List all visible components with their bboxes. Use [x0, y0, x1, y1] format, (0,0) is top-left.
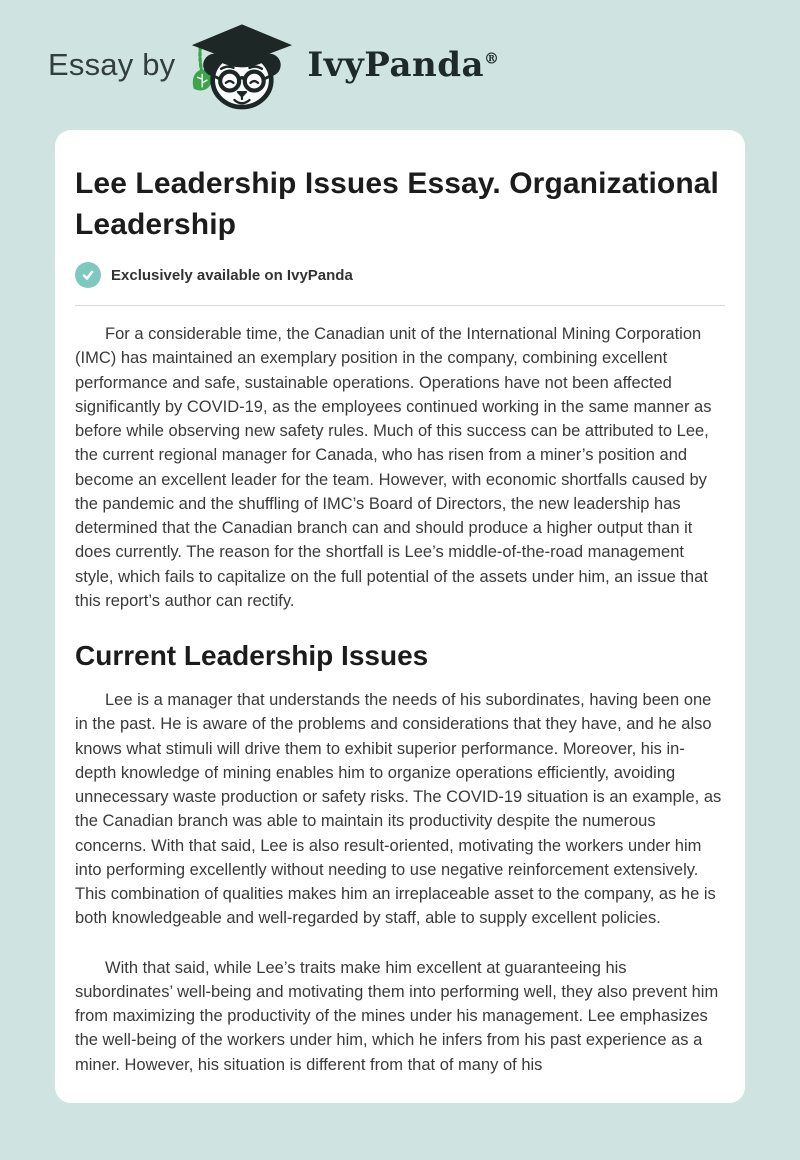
site-header — [0, 0, 800, 130]
section-paragraph-2: With that said, while Lee’s traits make him excellent at guaranteeing his subordinates’ well-being and motivating them into performing well, they also prevent him from maximizing the productivity of the mines under his management. Lee emphasizes the well-being of the workers under him, which he infers from his past experience as a miner. However, his situation is different from that of many of his — [75, 958, 719, 1074]
divider — [75, 305, 725, 306]
exclusivity-badge — [75, 262, 725, 288]
exclusivity-badge-label: Exclusively available on IvyPanda — [111, 266, 353, 284]
essay-card — [55, 130, 745, 1103]
essay-body — [75, 322, 725, 1077]
panda-graduate-icon-svg — [189, 20, 293, 110]
brand-wordmark — [307, 45, 499, 85]
brand-name: IvyPanda — [307, 45, 484, 85]
essay-by-label: Essay by — [48, 47, 176, 82]
section-paragraph-1: Lee is a manager that understands the needs of his subordinates, having been one in the past. He is aware of the problems and considerations that they have, and he also knows what stimuli will drive them to exhibit superior performance. Moreover, his in-depth knowledge of mining enables him to organize operations efficiently, avoiding unnecessary waste production or safety risks. The COVID-19 situation is an example, as the Canadian branch was able to maintain its productivity despite the numerous concerns. With that said, Lee is also result-oriented, motivating the workers under him into performing excellently without needing to use negative reinforcement extensively. This combination of qualities makes him an irreplaceable asset to the company, as he is both knowledgeable and well-regarded by staff, able to supply excellent policies. — [75, 691, 722, 928]
panda-graduate-icon — [189, 20, 293, 110]
section-heading: Current Leadership Issues — [75, 640, 429, 671]
registered-trademark: ® — [484, 49, 500, 68]
check-icon — [75, 262, 101, 288]
essay-title: Lee Leadership Issues Essay. Organizational Leadership — [75, 167, 719, 241]
intro-paragraph: For a considerable time, the Canadian unit of the International Mining Corporation (IMC) has maintained an exemplary position in the company, combining excellent performance and safe, sustainable operations. Operations have not been affected significantly by COVID-19, as the employees continued working in the same manner as before while observing new safety rules. Much of this success can be attributed to Lee, the current regional manager for Canada, who has risen from a miner’s position and become an excellent leader for the team. However, with economic shortfalls caused by the pandemic and the shuffling of IMC’s Board of Directors, the new leadership has determined that the Canadian branch can and should produce a higher output than it does currently. The reason for the shortfall is Lee’s middle-of-the-road management style, which fails to capitalize on the full potential of the assets under him, an issue that this report’s author can rectify. — [75, 325, 712, 610]
